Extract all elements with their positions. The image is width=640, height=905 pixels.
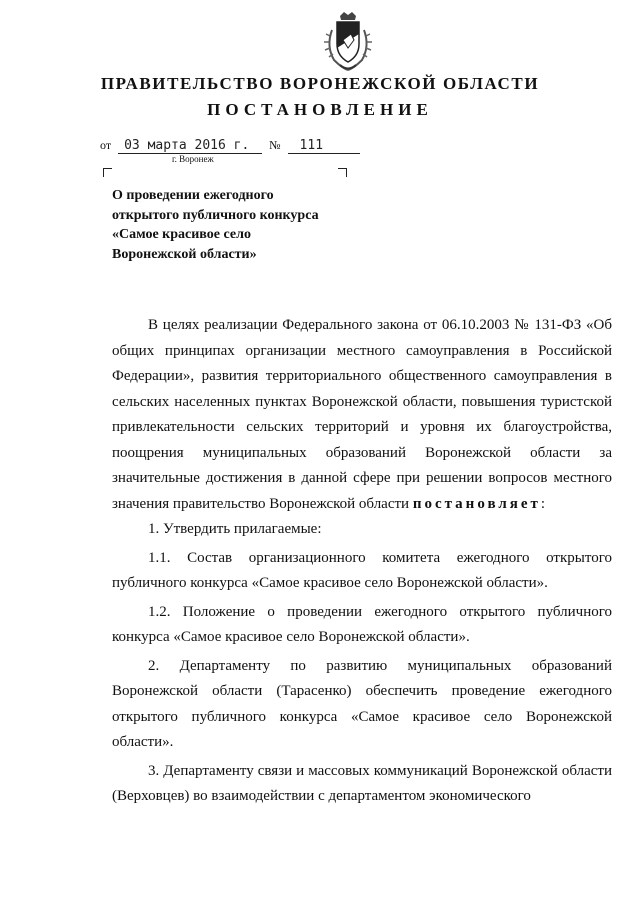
number-prefix: № — [269, 138, 281, 152]
item-paragraph: 1. Утвердить прилагаемые: — [148, 521, 322, 537]
subject-bracket-right — [338, 168, 347, 177]
subject-line: О проведении ежегодного — [112, 188, 274, 203]
item-paragraph: 2. Департаменту по развитию муниципальных образований Воронежской области (Тарасенко) обеспечить проведение ежегодного открытого публичного конкурса «Самое красивое село Воронежской области». — [112, 657, 612, 750]
item-paragraph: 1.2. Положение о проведении ежегодного открытого публичного конкурса «Самое красивое село Воронежской области». — [112, 603, 612, 645]
subject-line: открытого публичного конкурса — [112, 207, 319, 223]
document-body — [112, 313, 612, 810]
document-type-title: ПОСТАНОВЛЕНИЕ — [207, 100, 433, 119]
decree-colon: : — [540, 495, 546, 512]
document-number: 111 — [288, 139, 360, 154]
preamble-text: В целях реализации Федерального закона от 06.10.2003 № 131-ФЗ «Об общих принципах организации местного самоуправления в Российской Федерации», развития территориального общественного самоуправления в сельских населенных пунктах Воронежской области, повышения туристской привлекательности сельских территорий и уровня их благоустройства, поощрения муниципальных образований Воронежской области за значительные достижения в данной сфере при решении вопросов местного значения правительство Воронежской области — [112, 317, 612, 512]
subject-bracket-left — [103, 168, 112, 177]
decree-word: постановляет — [412, 495, 541, 512]
subject-line: Воронежской области» — [112, 246, 257, 262]
item-paragraph: 3. Департаменту связи и массовых коммуникаций Воронежской области (Верховцев) во взаимодействии с департаментом экономического — [112, 762, 612, 804]
date-prefix: от — [100, 138, 112, 152]
coat-of-arms-emblem — [318, 10, 378, 74]
document-date: 03 марта 2016 г. — [118, 139, 262, 154]
document-subject — [112, 186, 372, 264]
organization-title: ПРАВИТЕЛЬСТВО ВОРОНЕЖСКОЙ ОБЛАСТИ — [100, 74, 540, 93]
item-paragraph: 1.1. Состав организационного комитета ежегодного открытого публичного конкурса «Самое красивое село Воронежской области». — [112, 549, 612, 591]
document-city: г. Воронеж — [172, 154, 214, 164]
document-meta — [100, 138, 360, 154]
subject-line: «Самое красивое село — [112, 227, 251, 242]
preamble-paragraph — [112, 313, 612, 517]
